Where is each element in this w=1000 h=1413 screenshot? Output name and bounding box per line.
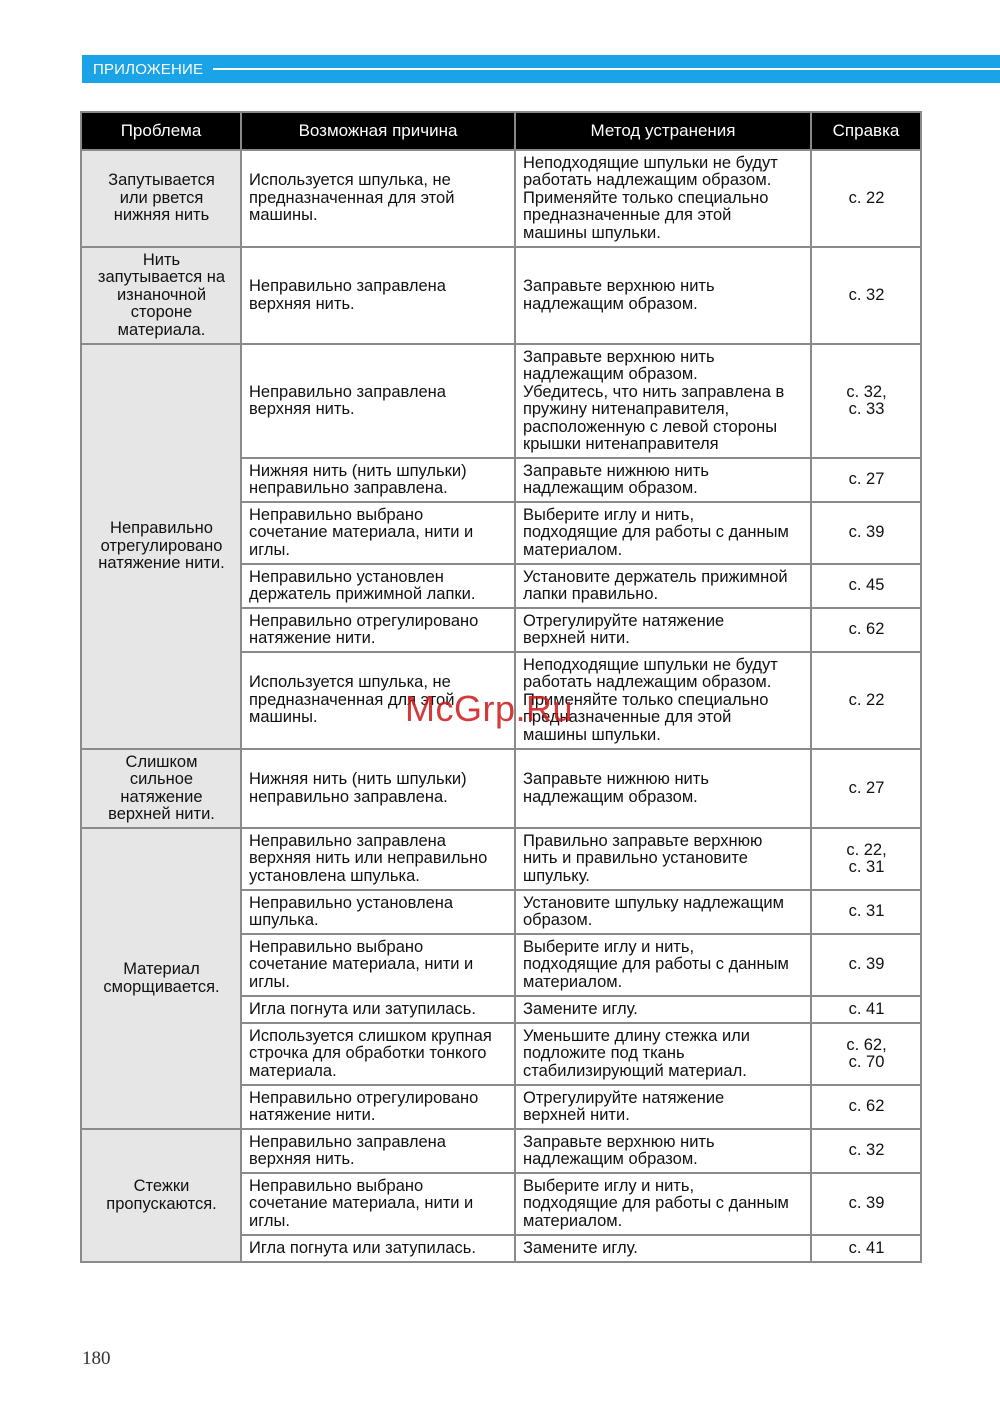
troubleshooting-table xyxy=(80,111,922,1263)
fix-cell: Правильно заправьте верхнюю нить и правильно установите шпульку. xyxy=(515,828,811,890)
reference-cell: с. 39 xyxy=(811,502,921,564)
column-header-reference: Справка xyxy=(811,112,921,150)
fix-cell: Неподходящие шпульки не будут работать надлежащим образом. Применяйте только специально предназначенные для этой машины шпульки. xyxy=(515,150,811,247)
table-row xyxy=(81,344,921,458)
table-header-row xyxy=(81,112,921,150)
fix-cell: Выберите иглу и нить, подходящие для работы с данным материалом. xyxy=(515,934,811,996)
reference-cell: с. 62 xyxy=(811,1085,921,1129)
cause-cell: Неправильно заправлена верхняя нить. xyxy=(241,344,515,458)
problem-cell: Стежки пропускаются. xyxy=(81,1129,241,1262)
problem-cell: Слишком сильное натяжение верхней нити. xyxy=(81,749,241,828)
cause-cell: Неправильно выбрано сочетание материала, нити и иглы. xyxy=(241,502,515,564)
cause-cell: Неправильно заправлена верхняя нить. xyxy=(241,1129,515,1173)
section-header-bar xyxy=(82,55,1000,83)
cause-cell: Неправильно выбрано сочетание материала, нити и иглы. xyxy=(241,934,515,996)
section-title: ПРИЛОЖЕНИЕ xyxy=(93,60,204,78)
cause-cell: Нижняя нить (нить шпульки) неправильно заправлена. xyxy=(241,458,515,502)
reference-cell: с. 41 xyxy=(811,1235,921,1262)
fix-cell: Заправьте верхнюю нить надлежащим образом. xyxy=(515,247,811,344)
reference-cell: с. 45 xyxy=(811,564,921,608)
cause-cell: Неправильно установлена шпулька. xyxy=(241,890,515,934)
reference-cell: с. 39 xyxy=(811,1173,921,1235)
fix-cell: Уменьшите длину стежка или подложите под ткань стабилизирующий материал. xyxy=(515,1023,811,1085)
reference-cell: с. 22, с. 31 xyxy=(811,828,921,890)
reference-cell: с. 32 xyxy=(811,247,921,344)
fix-cell: Замените иглу. xyxy=(515,996,811,1023)
column-header-cause: Возможная причина xyxy=(241,112,515,150)
cause-cell: Игла погнута или затупилась. xyxy=(241,996,515,1023)
fix-cell: Неподходящие шпульки не будут работать надлежащим образом. Применяйте только специально предназначенные для этой машины шпульки. xyxy=(515,652,811,749)
reference-cell: с. 32 xyxy=(811,1129,921,1173)
reference-cell: с. 62 xyxy=(811,608,921,652)
cause-cell: Неправильно заправлена верхняя нить. xyxy=(241,247,515,344)
fix-cell: Заправьте нижнюю нить надлежащим образом. xyxy=(515,749,811,828)
fix-cell: Замените иглу. xyxy=(515,1235,811,1262)
table-row xyxy=(81,150,921,247)
fix-cell: Выберите иглу и нить, подходящие для работы с данным материалом. xyxy=(515,502,811,564)
fix-cell: Отрегулируйте натяжение верхней нити. xyxy=(515,608,811,652)
reference-cell: с. 31 xyxy=(811,890,921,934)
problem-cell: Материал сморщивается. xyxy=(81,828,241,1129)
cause-cell: Нижняя нить (нить шпульки) неправильно заправлена. xyxy=(241,749,515,828)
fix-cell: Установите шпульку надлежащим образом. xyxy=(515,890,811,934)
cause-cell: Используется шпулька, не предназначенная для этой машины. xyxy=(241,652,515,749)
column-header-fix: Метод устранения xyxy=(515,112,811,150)
watermark: McGrp.Ru xyxy=(405,688,574,729)
reference-cell: с. 39 xyxy=(811,934,921,996)
cause-cell: Неправильно установлен держатель прижимной лапки. xyxy=(241,564,515,608)
table-row xyxy=(81,749,921,828)
table-row xyxy=(81,828,921,890)
page-number: 180 xyxy=(82,1348,111,1369)
fix-cell: Выберите иглу и нить, подходящие для работы с данным материалом. xyxy=(515,1173,811,1235)
cause-cell: Неправильно заправлена верхняя нить или неправильно установлена шпулька. xyxy=(241,828,515,890)
problem-cell: Запутывается или рвется нижняя нить xyxy=(81,150,241,247)
table-row xyxy=(81,247,921,344)
column-header-problem: Проблема xyxy=(81,112,241,150)
fix-cell: Заправьте верхнюю нить надлежащим образом. Убедитесь, что нить заправлена в пружину нитенаправителя, расположенную с левой стороны крышки нитенаправителя xyxy=(515,344,811,458)
reference-cell: с. 22 xyxy=(811,150,921,247)
reference-cell: с. 62, с. 70 xyxy=(811,1023,921,1085)
table-row xyxy=(81,1129,921,1173)
cause-cell: Неправильно отрегулировано натяжение нити. xyxy=(241,1085,515,1129)
fix-cell: Заправьте верхнюю нить надлежащим образом. xyxy=(515,1129,811,1173)
fix-cell: Установите держатель прижимной лапки правильно. xyxy=(515,564,811,608)
problem-cell: Неправильно отрегулировано натяжение нити. xyxy=(81,344,241,749)
cause-cell: Неправильно выбрано сочетание материала, нити и иглы. xyxy=(241,1173,515,1235)
cause-cell: Игла погнута или затупилась. xyxy=(241,1235,515,1262)
reference-cell: с. 41 xyxy=(811,996,921,1023)
reference-cell: с. 27 xyxy=(811,749,921,828)
problem-cell: Нить запутывается на изнаночной стороне материала. xyxy=(81,247,241,344)
reference-cell: с. 22 xyxy=(811,652,921,749)
cause-cell: Используется слишком крупная строчка для обработки тонкого материала. xyxy=(241,1023,515,1085)
cause-cell: Используется шпулька, не предназначенная для этой машины. xyxy=(241,150,515,247)
cause-cell: Неправильно отрегулировано натяжение нити. xyxy=(241,608,515,652)
fix-cell: Заправьте нижнюю нить надлежащим образом. xyxy=(515,458,811,502)
fix-cell: Отрегулируйте натяжение верхней нити. xyxy=(515,1085,811,1129)
reference-cell: с. 27 xyxy=(811,458,921,502)
reference-cell: с. 32, с. 33 xyxy=(811,344,921,458)
section-header-rule xyxy=(213,68,1000,70)
